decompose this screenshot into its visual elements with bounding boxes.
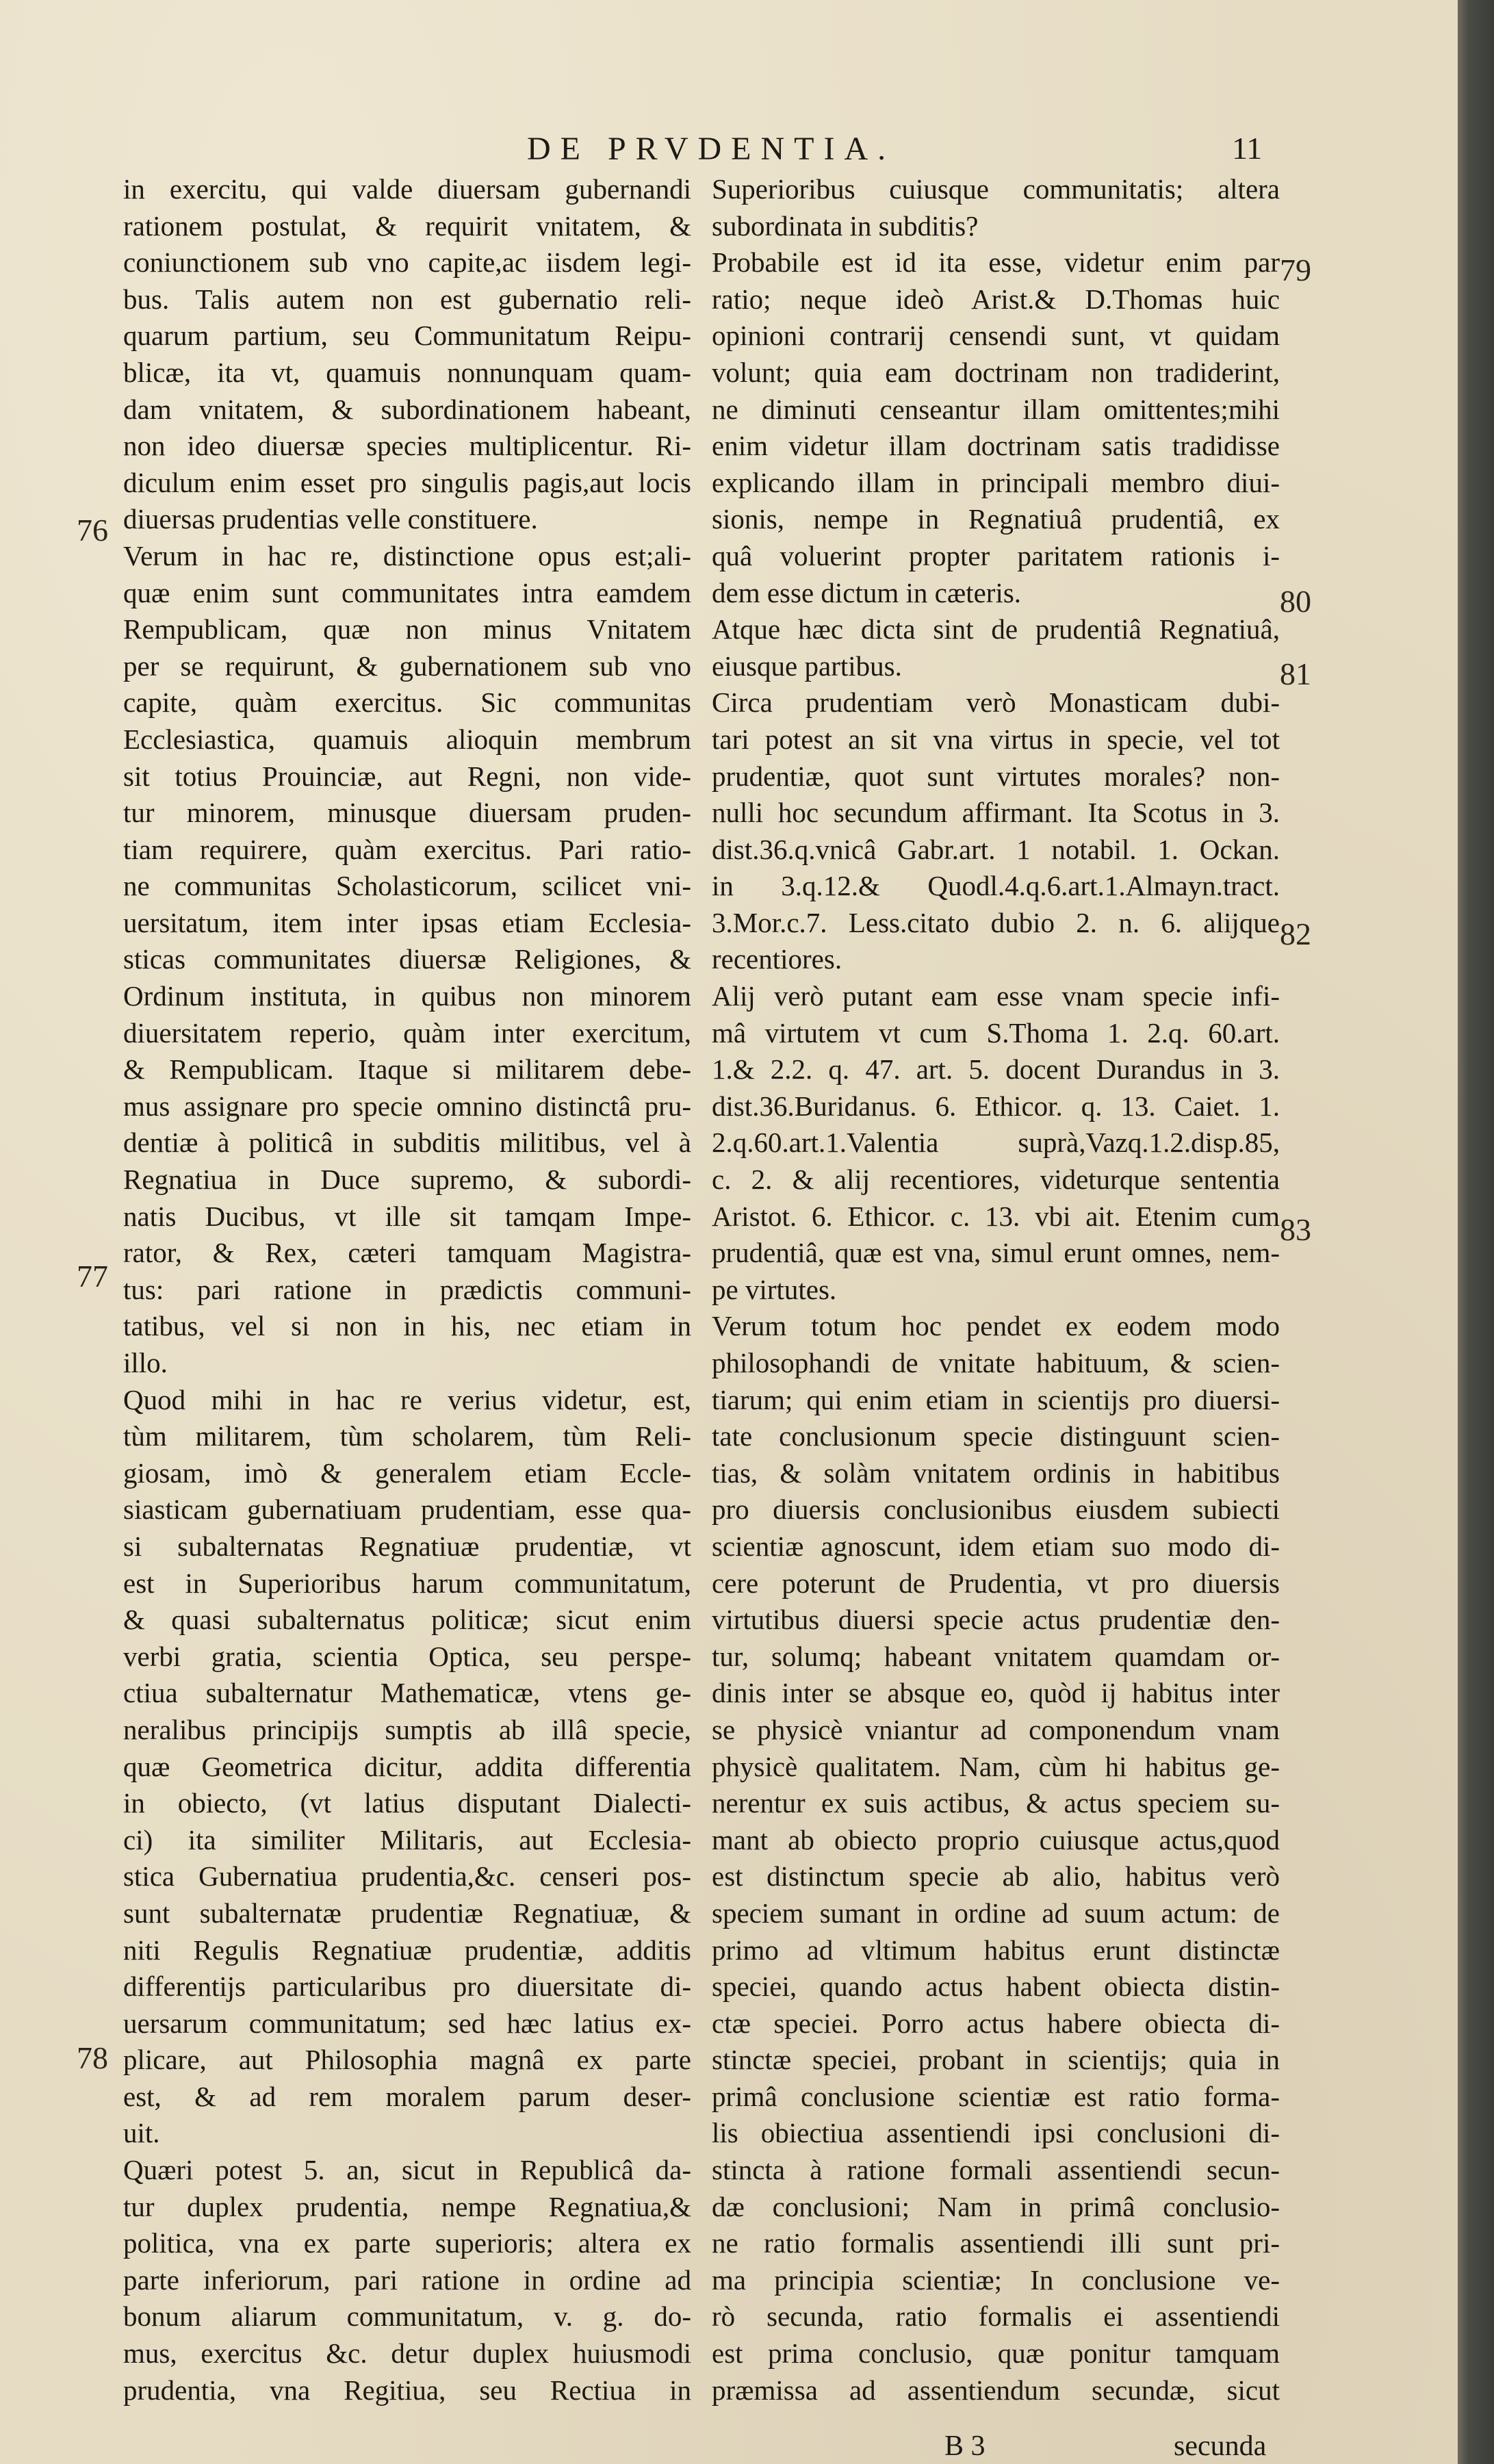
text-line: Atque hæc dicta sint de prudentiâ Regnatiuâ, <box>712 613 1280 645</box>
text-line: c. 2. & alij recentiores, videturque sententia <box>712 1164 1280 1196</box>
margin-number: 80 <box>1280 584 1311 619</box>
text-line: & Rempublicam. Itaque si militarem debe- <box>123 1053 691 1086</box>
text-line: ctiua subalternatur Mathematicæ, vtens ge- <box>123 1677 691 1709</box>
text-line: tias, & solàm vnitatem ordinis in habitibus <box>712 1456 1280 1489</box>
text-line: recentiores. <box>712 943 842 975</box>
margin-number: 78 <box>77 2040 108 2075</box>
text-line: coniunctionem sub vno capite,ac iisdem legi- <box>123 246 691 279</box>
text-line: mâ virtutem vt cum S.Thoma 1. 2.q. 60.art. <box>712 1016 1280 1049</box>
text-line: præmissa ad assentiendum secundæ, sicut <box>712 2374 1280 2406</box>
text-line: quâ voluerint propter paritatem rationis i- <box>712 539 1280 572</box>
catchword: secunda <box>1174 2430 1267 2462</box>
text-line: tur minorem, minusque diuersam pruden- <box>123 797 691 829</box>
text-line: tur, solumq; habeant vnitatem quamdam or- <box>712 1640 1280 1672</box>
text-line: & quasi subalternatus politicæ; sicut enim <box>123 1604 691 1636</box>
text-line: diculum enim esset pro singulis pagis,aut locis <box>123 466 691 498</box>
text-line: stica Gubernatiua prudentia,&c. censeri pos- <box>123 1860 691 1892</box>
text-line: speciei, quando actus habent obiecta distin- <box>712 1971 1280 2003</box>
text-line: volunt; quia eam doctrinam non tradiderint, <box>712 356 1280 388</box>
text-line: tus: pari ratione in prædictis communi- <box>123 1273 691 1305</box>
margin-number: 79 <box>1280 253 1311 287</box>
text-line: se physicè vniantur ad componendum vnam <box>712 1713 1280 1745</box>
text-line: lis obiectiua assentiendi ipsi conclusioni di- <box>712 2117 1280 2149</box>
text-line: tatibus, vel si non in his, nec etiam in <box>123 1310 691 1342</box>
text-line: politica, vna ex parte superioris; altera ex <box>123 2227 691 2259</box>
text-line: 2.q.60.art.1.Valentia suprà,Vazq.1.2.disp.85, <box>712 1127 1280 1159</box>
margin-number: 83 <box>1280 1212 1311 1247</box>
text-line: non ideo diuersæ species multiplicentur. Ri- <box>123 430 691 462</box>
right-column <box>712 171 1280 2409</box>
text-line: tari potest an sit vna virtus in specie, vel tot <box>712 723 1280 755</box>
text-line: diuersitatem reperio, quàm inter exercitum, <box>123 1016 691 1049</box>
text-line: quæ enim sunt communitates intra eamdem <box>123 576 691 608</box>
text-line: 1.& 2.2. q. 47. art. 5. docent Durandus in 3. <box>712 1053 1280 1086</box>
book-spine-edge <box>1458 0 1494 2464</box>
text-line: Alij verò putant eam esse vnam specie infi- <box>712 980 1280 1012</box>
text-line: dist.36.Buridanus. 6. Ethicor. q. 13. Caiet. 1. <box>712 1090 1280 1122</box>
text-line: blicæ, ita vt, quamuis nonnunquam quam- <box>123 356 691 388</box>
text-line: nerentur ex suis actibus, & actus speciem su- <box>712 1787 1280 1819</box>
text-line: stincta à ratione formali assentiendi secun- <box>712 2154 1280 2186</box>
text-line: cere poterunt de Prudentia, vt pro diuersis <box>712 1567 1280 1599</box>
text-line: Verum totum hoc pendet ex eodem modo <box>712 1310 1280 1342</box>
text-line: quarum partium, seu Communitatum Reipu- <box>123 320 691 352</box>
left-column <box>123 171 691 2409</box>
text-line: uit. <box>123 2117 160 2149</box>
text-line: rationem postulat, & requirit vnitatem, & <box>123 209 691 242</box>
text-line: Ordinum instituta, in quibus non minorem <box>123 980 691 1012</box>
signature-mark: B 3 <box>944 2430 986 2462</box>
text-line: prudentiæ, quot sunt virtutes morales? non- <box>712 760 1280 792</box>
text-line: physicè qualitatem. Nam, cùm hi habitus ge- <box>712 1750 1280 1782</box>
text-line: sticas communitates diuersæ Religiones, & <box>123 943 691 975</box>
text-line: Superioribus cuiusque communitatis; altera <box>712 173 1280 205</box>
margin-number: 82 <box>1280 916 1311 951</box>
text-line: nulli hoc secundum affirmant. Ita Scotus in 3. <box>712 797 1280 829</box>
text-line: primâ conclusione scientiæ est ratio forma- <box>712 2080 1280 2112</box>
text-line: verbi gratia, scientia Optica, seu perspe- <box>123 1640 691 1672</box>
text-line: dinis inter se absque eo, quòd ij habitus inter <box>712 1677 1280 1709</box>
text-line: in obiecto, (vt latius disputant Dialecti- <box>123 1787 691 1819</box>
text-line: illo. <box>123 1347 168 1378</box>
page-header <box>0 130 1458 171</box>
text-line: siasticam gubernatiuam prudentiam, esse qua- <box>123 1493 691 1526</box>
text-line: Circa prudentiam verò Monasticam dubi- <box>712 686 1280 719</box>
text-line: Probabile est id ita esse, videtur enim par <box>712 246 1280 279</box>
text-line: plicare, aut Philosophia magnâ ex parte <box>123 2044 691 2076</box>
margin-number: 81 <box>1280 656 1311 691</box>
text-line: Ecclesiastica, quamuis alioquin membrum <box>123 723 691 755</box>
text-line: dist.36.q.vnicâ Gabr.art. 1 notabil. 1. Ockan. <box>712 833 1280 865</box>
text-line: speciem sumant in ordine ad suum actum: de <box>712 1897 1280 1929</box>
text-line: primo ad vltimum habitus erunt distinctæ <box>712 1934 1280 1966</box>
text-line: virtutibus diuersi specie actus prudentiæ den- <box>712 1604 1280 1636</box>
text-line: pro diuersis conclusionibus eiusdem subiecti <box>712 1493 1280 1526</box>
text-line: tiam requirere, quàm exercitus. Pari ratio- <box>123 833 691 865</box>
text-line: est prima conclusio, quæ ponitur tamquam <box>712 2337 1280 2370</box>
text-line: Quod mihi in hac re verius videtur, est, <box>123 1383 691 1415</box>
text-line: rator, & Rex, cæteri tamquam Magistra- <box>123 1237 691 1269</box>
text-line: dem esse dictum in cæteris. <box>712 576 1022 608</box>
text-line: giosam, imò & generalem etiam Eccle- <box>123 1456 691 1489</box>
text-line: ctæ speciei. Porro actus habere obiecta di- <box>712 2007 1280 2039</box>
text-line: scientiæ agnoscunt, idem etiam suo modo di- <box>712 1530 1280 1562</box>
text-line: sunt subalternatæ prudentiæ Regnatiuæ, & <box>123 1897 691 1929</box>
text-line: dam vnitatem, & subordinationem habeant, <box>123 393 691 425</box>
text-line: ma principia scientiæ; In conclusione ve- <box>712 2263 1280 2296</box>
running-title: DE PRVDENTIA. <box>527 131 896 167</box>
text-line: uersitatum, item inter ipsas etiam Ecclesia- <box>123 906 691 938</box>
text-line: mant ab obiecto proprio cuiusque actus,quod <box>712 1823 1280 1856</box>
text-line: capite, quàm exercitus. Sic communitas <box>123 686 691 719</box>
text-line: rò secunda, ratio formalis ei assentiendi <box>712 2300 1280 2333</box>
text-line: est distinctum specie ab alio, habitus verò <box>712 1860 1280 1892</box>
text-line: ne diminuti censeantur illam omittentes;mihi <box>712 393 1280 425</box>
text-line: prudentiâ, quæ est vna, simul erunt omnes, nem- <box>712 1237 1280 1269</box>
text-line: eiusque partibus. <box>712 650 902 682</box>
text-line: si subalternatas Regnatiuæ prudentiæ, vt <box>123 1530 691 1562</box>
text-line: sit totius Prouinciæ, aut Regni, non vide- <box>123 760 691 792</box>
text-line: stinctæ speciei, probant in scientijs; quia in <box>712 2044 1280 2076</box>
page-number: 11 <box>1232 131 1263 166</box>
text-line: tùm militarem, tùm scholarem, tùm Reli- <box>123 1420 691 1452</box>
text-line: Aristot. 6. Ethicor. c. 13. vbi ait. Etenim cum <box>712 1200 1280 1232</box>
text-line: prudentia, vna Regitiua, seu Rectiua in <box>123 2374 691 2406</box>
text-line: tur duplex prudentia, nempe Regnatiua,& <box>123 2190 691 2222</box>
text-line: Quæri potest 5. an, sicut in Republicâ da- <box>123 2154 691 2186</box>
text-line: dentiæ à politicâ in subditis militibus, vel à <box>123 1127 691 1159</box>
text-line: neralibus principijs sumptis ab illâ specie, <box>123 1713 691 1745</box>
margin-number: 77 <box>77 1259 108 1294</box>
text-line: ratio; neque ideò Arist.& D.Thomas huic <box>712 283 1280 315</box>
text-line: bonum aliarum communitatum, v. g. do- <box>123 2300 691 2333</box>
text-line: mus assignare pro specie omnino distinctâ pru- <box>123 1090 691 1122</box>
text-line: pe virtutes. <box>712 1273 837 1305</box>
text-line: tiarum; qui enim etiam in scientijs pro diuersi- <box>712 1383 1280 1415</box>
text-line: natis Ducibus, vt ille sit tamqam Impe- <box>123 1200 691 1232</box>
text-line: in 3.q.12.& Quodl.4.q.6.art.1.Almayn.tract. <box>712 870 1280 902</box>
text-line: ne ratio formalis assentiendi illi sunt pri- <box>712 2227 1280 2259</box>
text-line: 3.Mor.c.7. Less.citato dubio 2. n. 6. alijque <box>712 906 1280 938</box>
text-line: subordinata in subditis? <box>712 209 979 242</box>
text-line: est in Superioribus harum communitatum, <box>123 1567 691 1599</box>
text-line: opinioni contrarij censendi sunt, vt quidam <box>712 320 1280 352</box>
text-line: niti Regulis Regnatiuæ prudentiæ, additis <box>123 1934 691 1966</box>
text-line: est, & ad rem moralem parum deser- <box>123 2080 691 2112</box>
text-line: ne communitas Scholasticorum, scilicet vni- <box>123 870 691 902</box>
text-line: bus. Talis autem non est gubernatio reli- <box>123 283 691 315</box>
text-line: mus, exercitus &c. detur duplex huiusmodi <box>123 2337 691 2370</box>
text-line: philosophandi de vnitate habituum, & scien- <box>712 1347 1280 1378</box>
text-line: parte inferiorum, pari ratione in ordine ad <box>123 2263 691 2296</box>
text-line: Regnatiua in Duce supremo, & subordi- <box>123 1164 691 1196</box>
text-line: tate conclusionum specie distinguunt scien- <box>712 1420 1280 1452</box>
text-line: enim videtur illam doctrinam satis tradidisse <box>712 430 1280 462</box>
text-line: Rempublicam, quæ non minus Vnitatem <box>123 613 691 645</box>
text-line: dæ conclusioni; Nam in primâ conclusio- <box>712 2190 1280 2222</box>
text-line: differentijs particularibus pro diuersitate di- <box>123 1971 691 2003</box>
text-line: Verum in hac re, distinctione opus est;ali- <box>123 539 691 572</box>
text-line: per se requirunt, & gubernationem sub vno <box>123 650 691 682</box>
margin-number: 76 <box>77 513 108 548</box>
text-line: sionis, nempe in Regnatiuâ prudentiâ, ex <box>712 503 1280 535</box>
text-line: quæ Geometrica dicitur, addita differentia <box>123 1750 691 1782</box>
text-line: explicando illam in principali membro diui- <box>712 466 1280 498</box>
text-line: ci) ita similiter Militaris, aut Ecclesia- <box>123 1823 691 1856</box>
text-line: in exercitu, qui valde diuersam gubernandi <box>123 173 691 205</box>
text-line: diuersas prudentias velle constituere. <box>123 503 538 535</box>
text-line: uersarum communitatum; sed hæc latius ex- <box>123 2007 691 2039</box>
